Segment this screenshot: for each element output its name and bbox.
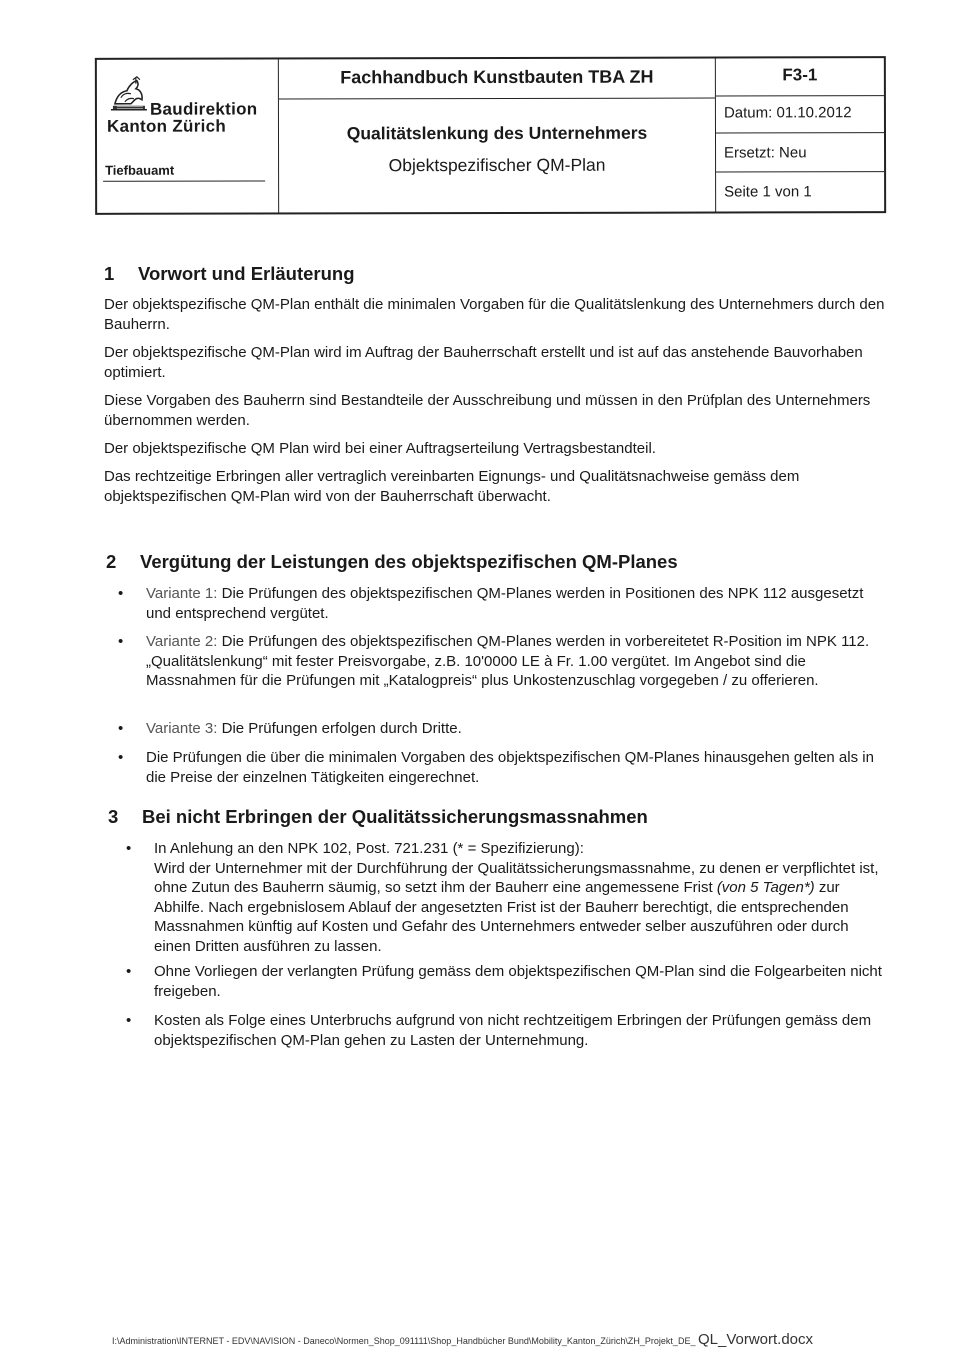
paragraph: Das rechtzeitige Erbringen aller vertraglich vereinbarten Eignungs- und Qualitätsnachweise gemäss dem objektspezifischen QM-Plan wird von der Bauherrschaft überwacht.: [104, 468, 800, 505]
list-item-text: Die Prüfungen des objektspezifischen QM-Planes werden in Positionen des NPK 112 ausgesetzt und entsprechend vergütet.: [146, 585, 864, 622]
bullet-icon: •: [118, 720, 124, 737]
bullet-icon: •: [126, 840, 132, 857]
document-subtitle-1: Qualitätslenkung des Unternehmers: [346, 122, 648, 144]
section-title: Bei nicht Erbringen der Qualitätssicherungsmassnahmen: [142, 806, 648, 827]
paragraph: Der objektspezifische QM Plan wird bei einer Auftragserteilung Vertragsbestandteil.: [104, 440, 656, 457]
title-cell: [279, 59, 716, 213]
list-item-intro: In Anlehung an den NPK 102, Post. 721.231 (* = Spezifizierung):: [154, 840, 584, 857]
file-path-footer: [112, 1331, 813, 1348]
org-name-line2: Kanton Zürich: [106, 116, 227, 136]
department-underline: [103, 180, 265, 181]
bullet-icon: •: [118, 585, 124, 602]
document-number: F3-1: [782, 65, 818, 85]
list-item-text-part: Wird der Unternehmer mit der Durchführung der Qualitätssicherungsmassnahme, zu denen er verpflichtet ist, ohne Zutun des Bauherrn säumig, so setzt ihm der Bauherr eine angemessene Frist: [154, 859, 879, 896]
section-number: 1: [104, 263, 115, 284]
bullet-icon: •: [118, 633, 124, 650]
list-item-text: [154, 859, 888, 957]
bullet-icon: •: [126, 1012, 132, 1029]
department-label: Tiefbauamt: [105, 162, 175, 178]
variant-label: Variante 2:: [146, 633, 218, 650]
section-title: Vorwort und Erläuterung: [138, 263, 355, 284]
list-item-text: Kosten als Folge eines Unterbruchs aufgrund von nicht rechtzeitigem Erbringen der Prüfungen gemäss dem objektspezifischen QM-Plan gehen zu Lasten der Unternehmung.: [154, 1012, 872, 1049]
list-item-text: Die Prüfungen die über die minimalen Vorgaben des objektspezifischen QM-Planes hinausgehen gelten als in die Preise der einzelnen Tätigkeiten eingerechnet.: [146, 749, 874, 786]
list-item: [126, 962, 888, 1001]
list-item-text-part: zur Abhilfe. Nach ergebnislosem Ablauf der angesetzten Frist ist der Bauherr berechtigt, die entsprechenden Massnahmen künftig auf Kosten und Gefahr des Unternehmers entweder selber auszuführen oder durch einen Dritten ausführen zu lassen.: [154, 879, 849, 955]
document-subtitle-2: Objektspezifischer QM-Plan: [388, 154, 606, 176]
date-field: Datum: 01.10.2012: [723, 104, 852, 122]
list-item: [118, 748, 884, 787]
section-title: Vergütung der Leistungen des objektspezifischen QM-Planes: [140, 551, 678, 572]
list-item: [126, 839, 888, 956]
section-number: 2: [106, 551, 117, 572]
list-item: [126, 1011, 888, 1050]
variant-label: Variante 3:: [146, 720, 218, 737]
zurich-lion-logo-icon: [107, 76, 151, 114]
bullet-icon: •: [126, 963, 132, 980]
meta-divider: [716, 132, 884, 133]
handbook-title: Fachhandbuch Kunstbauten TBA ZH: [340, 66, 654, 88]
section-3-heading: [108, 806, 648, 828]
list-item-text: Ohne Vorliegen der verlangten Prüfung gemäss dem objektspezifischen QM-Plan sind die Folgearbeiten nicht freigeben.: [154, 963, 882, 1000]
section-1-heading: [104, 263, 355, 285]
section-number: 3: [108, 806, 119, 827]
paragraph: Diese Vorgaben des Bauherrn sind Bestandteile der Ausschreibung und müssen in den Prüfplan des Unternehmers übernommen werden.: [104, 392, 871, 429]
list-item: [118, 584, 884, 623]
document-header: [95, 56, 886, 215]
meta-divider: [716, 171, 884, 172]
file-path: I:\Administration\INTERNET - EDV\NAVISION - Daneco\Normen_Shop_091111\Shop_Handbücher Bund\Mobility_Kanton_Zürich\ZH_Projekt_DE_: [112, 1336, 696, 1346]
list-item: [118, 632, 884, 691]
meta-cell: [716, 58, 884, 211]
bullet-icon: •: [118, 749, 124, 766]
section-2-heading: [106, 551, 678, 573]
paragraph: Der objektspezifische QM-Plan wird im Auftrag der Bauherrschaft erstellt und ist auf das anstehende Bauvorhaben optimiert.: [104, 344, 863, 381]
list-item-text: Die Prüfungen des objektspezifischen QM-Planes werden in vorbereitetet R-Position im NPK 112. „Qualitätslenkung“ mit fester Preisvorgabe, z.B. 10'0000 LE à Fr. 1.00 vergütet. Im Angebot sind die Massnahmen für die Prüfungen mit „Katalogpreis“ plus Unkostenzuschlag vorgegeben / zu offerieren.: [146, 633, 870, 689]
meta-divider: [716, 95, 884, 96]
list-item-text: Die Prüfungen erfolgen durch Dritte.: [221, 720, 462, 737]
page-field: Seite 1 von 1: [724, 183, 812, 201]
replaces-field: Ersetzt: Neu: [724, 144, 807, 162]
title-divider: [279, 98, 715, 100]
italic-deadline: (von 5 Tagen*): [716, 879, 815, 896]
paragraph: Der objektspezifische QM-Plan enthält die minimalen Vorgaben für die Qualitätslenkung des Unternehmers durch den Bauherrn.: [104, 296, 885, 333]
org-cell: [97, 59, 279, 212]
list-item: [118, 719, 884, 739]
org-name-line1: Baudirektion: [149, 99, 258, 119]
file-name: QL_Vorwort.docx: [697, 1331, 814, 1348]
variant-label: Variante 1:: [146, 585, 218, 602]
